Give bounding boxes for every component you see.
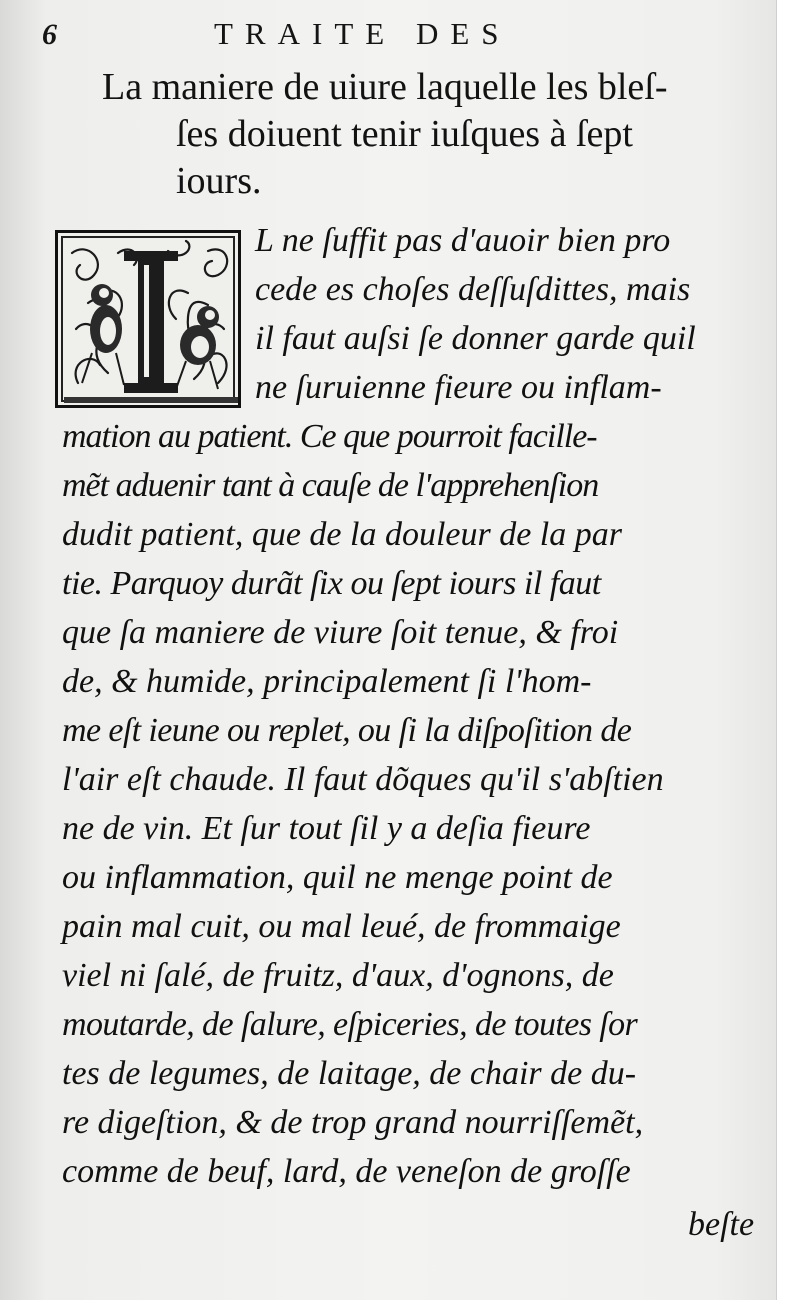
text-line: pain mal cuit, ou mal leué, de frommaige xyxy=(62,908,621,945)
page-edge xyxy=(776,0,800,1300)
text-line: ou inflammation, quil ne menge point de xyxy=(62,859,613,896)
text-line: tes de legumes, de laitage, de chair de du- xyxy=(62,1055,637,1092)
page-number: 6 xyxy=(42,18,57,51)
page-header xyxy=(40,12,740,52)
text-line: comme de beuf, lard, de veneſon de groſſe xyxy=(62,1153,631,1190)
heading-line: iours. xyxy=(176,160,262,202)
text-line: il faut auſsi ſe donner garde quil xyxy=(255,320,696,357)
text-line: moutarde, de ſalure, eſpiceries, de toutes ſor xyxy=(62,1006,638,1043)
text-line: L ne ſuffit pas d'auoir bien pro xyxy=(255,222,671,259)
ornament-initial-image xyxy=(58,233,244,411)
text-line: de, & humide, principalement ſi l'hom- xyxy=(62,663,592,700)
text-line: cede es choſes deſſuſdittes, mais xyxy=(255,271,691,308)
heading-line: La maniere de uiure laquelle les bleſ- xyxy=(102,66,668,108)
text-line: tie. Parquoy durãt ſix ou ſept iours il faut xyxy=(62,565,601,602)
text-line: ne ſuruienne fieure ou inflam- xyxy=(255,369,662,406)
text-line: mẽt aduenir tant à cauſe de l'apprehenſion xyxy=(62,467,599,504)
running-head: TRAITE DES xyxy=(214,16,511,51)
text-line: re digeſtion, & de trop grand nourriſſemẽt, xyxy=(62,1104,644,1141)
catchword: beſte xyxy=(688,1206,755,1243)
text-line: dudit patient, que de la douleur de la par xyxy=(62,516,622,553)
decorated-initial-letter xyxy=(55,230,241,408)
text-line: l'air eſt chaude. Il faut dõques qu'il s'abſtien xyxy=(62,761,664,798)
text-line: me eſt ieune ou replet, ou ſi la diſpoſition de xyxy=(62,712,632,749)
heading-line: ſes doiuent tenir iuſques à ſept xyxy=(176,113,633,155)
text-line: que ſa maniere de viure ſoit tenue, & froi xyxy=(62,614,619,651)
section-heading xyxy=(102,64,762,205)
text-line: ne de vin. Et ſur tout ſil y a deſia fieure xyxy=(62,810,591,847)
text-line: mation au patient. Ce que pourroit facille- xyxy=(62,418,597,455)
text-line: viel ni ſalé, de fruitz, d'aux, d'ognons, de xyxy=(62,957,614,994)
